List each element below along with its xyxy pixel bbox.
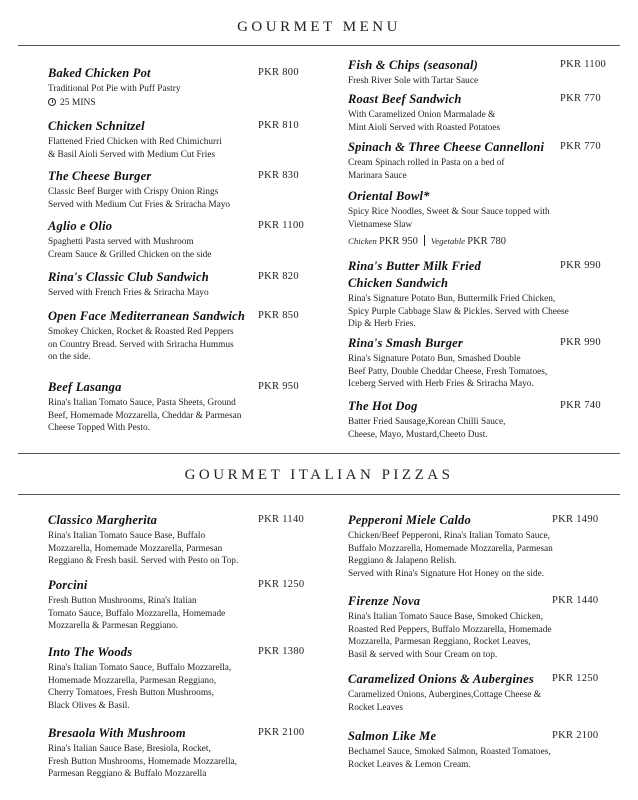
menu-item-name: Chicken Sandwich: [348, 276, 449, 290]
menu-item-description: Parmesan Reggiano & Buffalo Mozzarella: [48, 769, 207, 780]
menu-item-price: PKR 1440: [552, 595, 599, 606]
menu-item-description: Flattened Fried Chicken with Red Chimichurri: [48, 137, 222, 147]
menu-item-description: Classic Beef Burger with Crispy Onion Rings: [48, 187, 219, 197]
menu-item-description: Chicken/Beef Pepperoni, Rina's Italian Tomato Sauce,: [348, 531, 550, 541]
menu-item-description: on the side.: [48, 352, 91, 363]
menu-item-name: Into The Woods: [48, 645, 133, 659]
menu-item-description: Rina's Signature Potato Bun, Smashed Double: [348, 354, 521, 364]
menu-item-description: Batter Fried Sausage,Korean Chilli Sauce,: [348, 417, 506, 427]
menu-item-description: Rocket Leaves: [348, 702, 403, 713]
menu-item-price: PKR 950: [258, 381, 299, 392]
menu-item-name: Aglio e Olio: [48, 219, 113, 233]
menu-item-name: Rina's Classic Club Sandwich: [48, 270, 209, 284]
menu-item-description: Cheese Topped With Pesto.: [48, 423, 150, 434]
prep-time-label: 25 MINS: [60, 97, 96, 108]
menu-item-price: PKR 830: [258, 170, 299, 181]
menu-item-description: on Country Bread. Served with Sriracha Hummus: [48, 339, 234, 350]
menu-item-name: Open Face Mediterranean Sandwich: [48, 309, 246, 323]
menu-item-description: Beef, Homemade Mozzarella, Cheddar & Parmesan: [48, 410, 242, 421]
variant-label: Vegetable: [430, 236, 468, 247]
menu-item-description: Rina's Italian Tomato Sauce, Buffalo Mozzarella,: [48, 663, 232, 673]
prep-time: [48, 98, 96, 108]
menu-item-description: Iceberg Served with Herb Fries & Sriracha Mayo.: [348, 379, 534, 390]
menu-item-description: Tomato Sauce, Buffalo Mozzarella, Homemade: [48, 608, 226, 619]
menu-item-name: Fish & Chips (seasonal): [348, 58, 478, 72]
menu-item-name: Oriental Bowl*: [348, 189, 430, 203]
menu-item-description: Roasted Red Peppers, Buffalo Mozzarella, Homemade: [348, 624, 552, 635]
menu-item-price: PKR 990: [560, 260, 601, 271]
menu-item-description: Mozzarella, Parmesan Reggiano, Rocket Leaves,: [348, 637, 531, 648]
menu-item-description: With Caramelized Onion Marmalade &: [348, 110, 496, 120]
menu-item-name: Porcini: [48, 578, 88, 592]
menu-item-description: Mozzarella, Homemade Mozzarella, Parmesan: [48, 543, 223, 554]
menu-item-description: Beef Patty, Double Cheddar Cheese, Fresh Tomatoes,: [348, 366, 548, 377]
menu-item-price: PKR 2100: [258, 727, 305, 738]
menu-item-price: PKR 1140: [258, 514, 305, 525]
menu-item-description: Reggiano & Fresh basil. Served with Pesto on Top.: [48, 556, 239, 567]
variant-price: PKR 950: [379, 236, 418, 248]
menu-item-description: Buffalo Mozzarella, Homemade Mozzarella, Parmesan: [348, 543, 553, 554]
menu-item-description: Black Olives & Basil.: [48, 700, 130, 711]
menu-item-price: PKR 770: [560, 141, 601, 152]
menu-item-description: Basil & served with Sour Cream on top.: [348, 649, 498, 660]
menu-item-description: Rina's Italian Tomato Sauce Base, Buffalo: [48, 531, 206, 541]
menu-item-price: PKR 810: [258, 120, 299, 131]
menu-item-name: Baked Chicken Pot: [48, 66, 151, 80]
section-divider: [18, 45, 620, 46]
price-variants: [348, 235, 510, 247]
menu-item-description: & Basil Aioli Served with Medium Cut Fries: [48, 149, 216, 160]
menu-item-name: The Cheese Burger: [48, 169, 152, 183]
menu-item-price: PKR 1100: [258, 220, 305, 231]
menu-item-description: Reggiano & Jalapeno Relish.: [348, 556, 457, 567]
menu-item-price: PKR 800: [258, 67, 299, 78]
menu-item-name: Rina's Smash Burger: [348, 336, 463, 350]
menu-item-price: PKR 1100: [560, 59, 607, 70]
menu-item-name: Firenze Nova: [348, 594, 421, 608]
menu-item-price: PKR 2100: [552, 730, 599, 741]
menu-item-description: Rina's Italian Tomato Sauce, Pasta Sheets, Ground: [48, 398, 236, 408]
menu-item-name: Beef Lasanga: [48, 380, 122, 394]
menu-item-name: Pepperoni Miele Caldo: [348, 513, 471, 527]
menu-item-price: PKR 1250: [552, 673, 599, 684]
menu-item-description: Served with French Fries & Sriracha Mayo: [48, 288, 209, 298]
menu-item-price: PKR 990: [560, 337, 601, 348]
menu-item-description: Cream Sauce & Grilled Chicken on the side: [48, 249, 212, 260]
menu-item-description: Rina's Signature Potato Bun, Buttermilk Fried Chicken,: [348, 294, 556, 304]
menu-item-name: Salmon Like Me: [348, 729, 437, 743]
menu-item-description: Fresh Button Mushrooms, Homemade Mozzarella,: [48, 756, 238, 767]
menu-item-description: Cherry Tomatoes, Fresh Button Mushrooms,: [48, 688, 214, 699]
menu-item-description: Rina's Italian Tomato Sauce Base, Smoked Chicken,: [348, 612, 544, 622]
menu-item-price: PKR 1380: [258, 646, 305, 657]
variant-label: Chicken: [348, 236, 380, 247]
menu-item-description: Marinara Sauce: [348, 170, 407, 181]
menu-item-name: Spinach & Three Cheese Cannelloni: [348, 140, 545, 154]
section-title-italian-pizzas: GOURMET ITALIAN PIZZAS: [184, 467, 454, 483]
menu-item-description: Served with Rina's Signature Hot Honey on the side.: [348, 568, 545, 579]
menu-item-price: PKR 1490: [552, 514, 599, 525]
menu-item-name: Caramelized Onions & Aubergines: [348, 672, 534, 686]
menu-item-name: The Hot Dog: [348, 399, 418, 413]
clock-icon: [48, 98, 56, 106]
section-title-gourmet-menu: GOURMET MENU: [237, 19, 401, 35]
menu-item-price: PKR 740: [560, 400, 601, 411]
section-divider: [18, 453, 620, 454]
menu-item-description: Cream Spinach rolled in Pasta on a bed of: [348, 158, 505, 168]
menu-item-name: Roast Beef Sandwich: [348, 92, 462, 106]
menu-item-description: Smokey Chicken, Rocket & Roasted Red Peppers: [48, 327, 234, 337]
menu-item-name: Classico Margherita: [48, 513, 158, 527]
menu-item-description: Vietnamese Slaw: [348, 219, 413, 230]
menu-item-description: Spaghetti Pasta served with Mushroom: [48, 237, 194, 247]
menu-item-name: Bresaola With Mushroom: [48, 726, 186, 740]
menu-item-description: Homemade Mozzarella, Parmesan Reggiano,: [48, 675, 217, 686]
menu-item-description: Spicy Purple Cabbage Slaw & Pickles. Served with Cheese: [348, 306, 569, 317]
menu-item-description: Served with Medium Cut Fries & Sriracha Mayo: [48, 199, 231, 210]
menu-item-description: Rocket Leaves & Lemon Cream.: [348, 759, 471, 770]
menu-item-price: PKR 1250: [258, 579, 305, 590]
menu-item-description: Spicy Rice Noodles, Sweet & Sour Sauce topped with: [348, 207, 550, 217]
menu-item-price: PKR 850: [258, 310, 299, 321]
menu-item-name: Chicken Schnitzel: [48, 119, 145, 133]
variant-separator: [424, 235, 425, 246]
menu-item-description: Caramelized Onions, Aubergines,Cottage Cheese &: [348, 690, 541, 700]
menu-item-name: Rina's Butter Milk Fried: [348, 259, 481, 273]
menu-item-description: Traditional Pot Pie with Puff Pastry: [48, 84, 181, 94]
menu-item-description: Fresh Button Mushrooms, Rina's Italian: [48, 596, 197, 606]
menu-item-price: PKR 820: [258, 271, 299, 282]
menu-item-description: Bechamel Sauce, Smoked Salmon, Roasted Tomatoes,: [348, 747, 551, 757]
menu-item-description: Rina's Italian Sauce Base, Bresiola, Rocket,: [48, 744, 211, 754]
menu-item-description: Mozzarella & Parmesan Reggiano.: [48, 621, 179, 632]
variant-price: PKR 780: [467, 236, 507, 248]
menu-item-description: Fresh River Sole with Tartar Sauce: [348, 76, 479, 86]
section-divider: [18, 494, 620, 495]
menu-item-description: Cheese, Mayo, Mustard,Cheeto Dust.: [348, 429, 488, 440]
menu-item-description: Dip & Herb Fries.: [348, 319, 416, 330]
menu-item-description: Mint Aioli Served with Roasted Potatoes: [348, 122, 501, 133]
menu-item-price: PKR 770: [560, 93, 601, 104]
